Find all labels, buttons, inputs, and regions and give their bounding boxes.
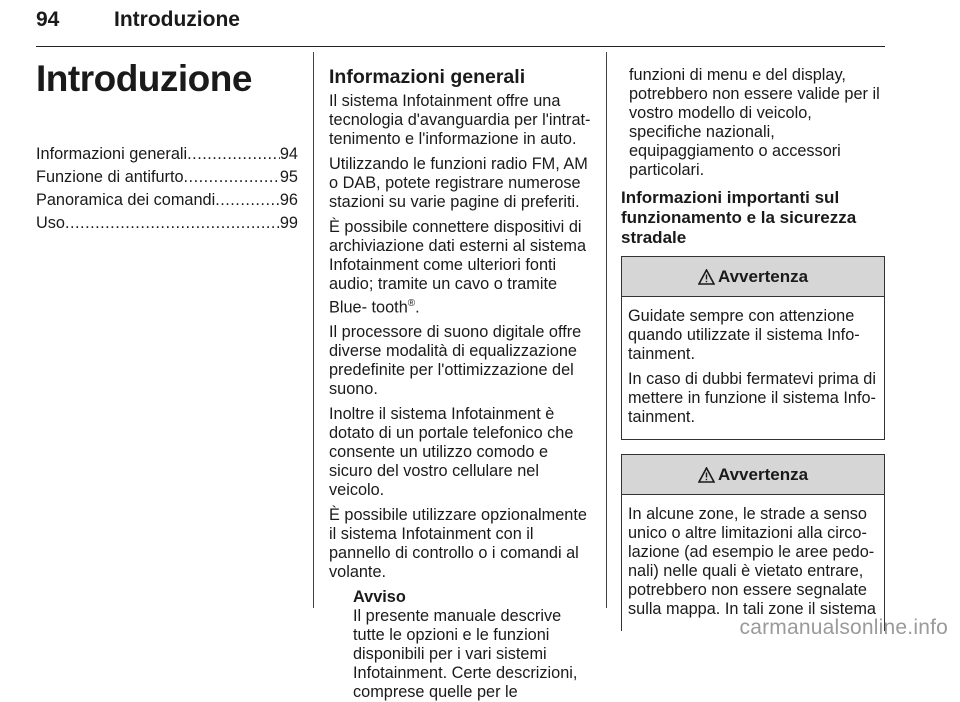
toc-leader xyxy=(184,166,280,189)
toc-page: 99 xyxy=(279,214,298,232)
warning-triangle-icon xyxy=(698,269,715,285)
paragraph: Il sistema Infotainment offre una tecnologia d'avanguardia per l'intrat- tenimento e l'informazione in auto. xyxy=(329,92,591,148)
watermark: carmanualsonline.info xyxy=(739,616,948,639)
toc-page: 94 xyxy=(279,145,298,163)
paragraph-text: È possibile connettere dispositivi di archiviazione dati esterni al sistema Infotainment come ulteriori fonti audio; tramite un cavo o tramite Blue- tooth xyxy=(329,218,587,317)
toc-entry[interactable] xyxy=(36,189,298,212)
warning-triangle-icon xyxy=(698,467,715,483)
toc-page: 95 xyxy=(279,168,298,186)
warning-body xyxy=(622,297,884,439)
column-divider-2 xyxy=(606,52,607,608)
paragraph: Il processore di suono digitale offre diverse modalità di equalizzazione predefinite per l'ottimizzazione del suono. xyxy=(329,323,582,399)
note-box xyxy=(353,588,593,702)
warning-box xyxy=(621,256,885,440)
paragraph: Utilizzando le funzioni radio FM, AM o DAB, potete registrare numerose stazioni su varie pagine di preferiti. xyxy=(329,155,588,211)
middle-column xyxy=(329,66,593,702)
warning-body xyxy=(622,495,884,631)
warning-box xyxy=(621,454,885,631)
warning-text: In caso di dubbi fermatevi prima di mettere in funzione il sistema Info- tainment. xyxy=(628,370,876,426)
warning-header xyxy=(622,257,884,297)
chapter-title: Introduzione xyxy=(36,58,252,99)
toc-page: 96 xyxy=(279,191,298,209)
page-number: 94 xyxy=(36,8,60,31)
toc-label: Funzione di antifurto xyxy=(36,168,184,186)
note-label: Avviso xyxy=(353,588,406,607)
toc-entry[interactable] xyxy=(36,143,298,166)
column-divider-1 xyxy=(313,52,314,608)
right-column xyxy=(621,66,885,645)
section-heading: Informazioni importanti sul funzionamento e la sicurezza stradale xyxy=(621,188,857,247)
toc-leader xyxy=(65,212,280,235)
paragraph xyxy=(329,218,593,317)
warning-title: Avvertenza xyxy=(717,465,809,484)
toc-entry[interactable] xyxy=(36,212,298,235)
toc-label: Uso xyxy=(36,214,65,232)
section-heading: Informazioni generali xyxy=(329,66,526,88)
warning-header xyxy=(622,455,884,495)
paragraph-continued: funzioni di menu e del display, potrebbero non essere valide per il vostro modello di veicolo, specifiche nazionali, equipaggiamento o accessori particolari. xyxy=(629,66,880,179)
toc-leader xyxy=(187,143,280,166)
toc-label: Panoramica dei comandi xyxy=(36,191,216,209)
warning-title: Avvertenza xyxy=(717,267,809,286)
page-header xyxy=(36,6,885,47)
running-title: Introduzione xyxy=(114,8,240,31)
toc-label: Informazioni generali xyxy=(36,145,188,163)
paragraph: È possibile utilizzare opzionalmente il sistema Infotainment con il pannello di controllo o i comandi al volante. xyxy=(329,506,587,582)
table-of-contents xyxy=(36,143,298,235)
warning-text: In alcune zone, le strade a senso unico o altre limitazioni alla circo- lazione (ad esempio le aree pedo- nali) nelle quali è vietato entrare, potrebbero non essere segnalate sulla mappa. In tali zone il sistema xyxy=(628,505,876,618)
registered-mark: ® xyxy=(407,298,416,309)
note-text: Il presente manuale descrive tutte le opzioni e le funzioni disponibili per i vari sistemi Infotainment. Certe descrizioni, comprese quelle per le xyxy=(353,607,578,702)
warning-text: Guidate sempre con attenzione quando utilizzate il sistema Info- tainment. xyxy=(628,307,860,363)
paragraph-end: . xyxy=(415,298,420,317)
toc-leader xyxy=(215,189,280,212)
toc-entry[interactable] xyxy=(36,166,298,189)
paragraph: Inoltre il sistema Infotainment è dotato di un portale telefonico che consente un utilizzo comodo e sicuro del vostro cellulare nel veicolo. xyxy=(329,405,574,500)
